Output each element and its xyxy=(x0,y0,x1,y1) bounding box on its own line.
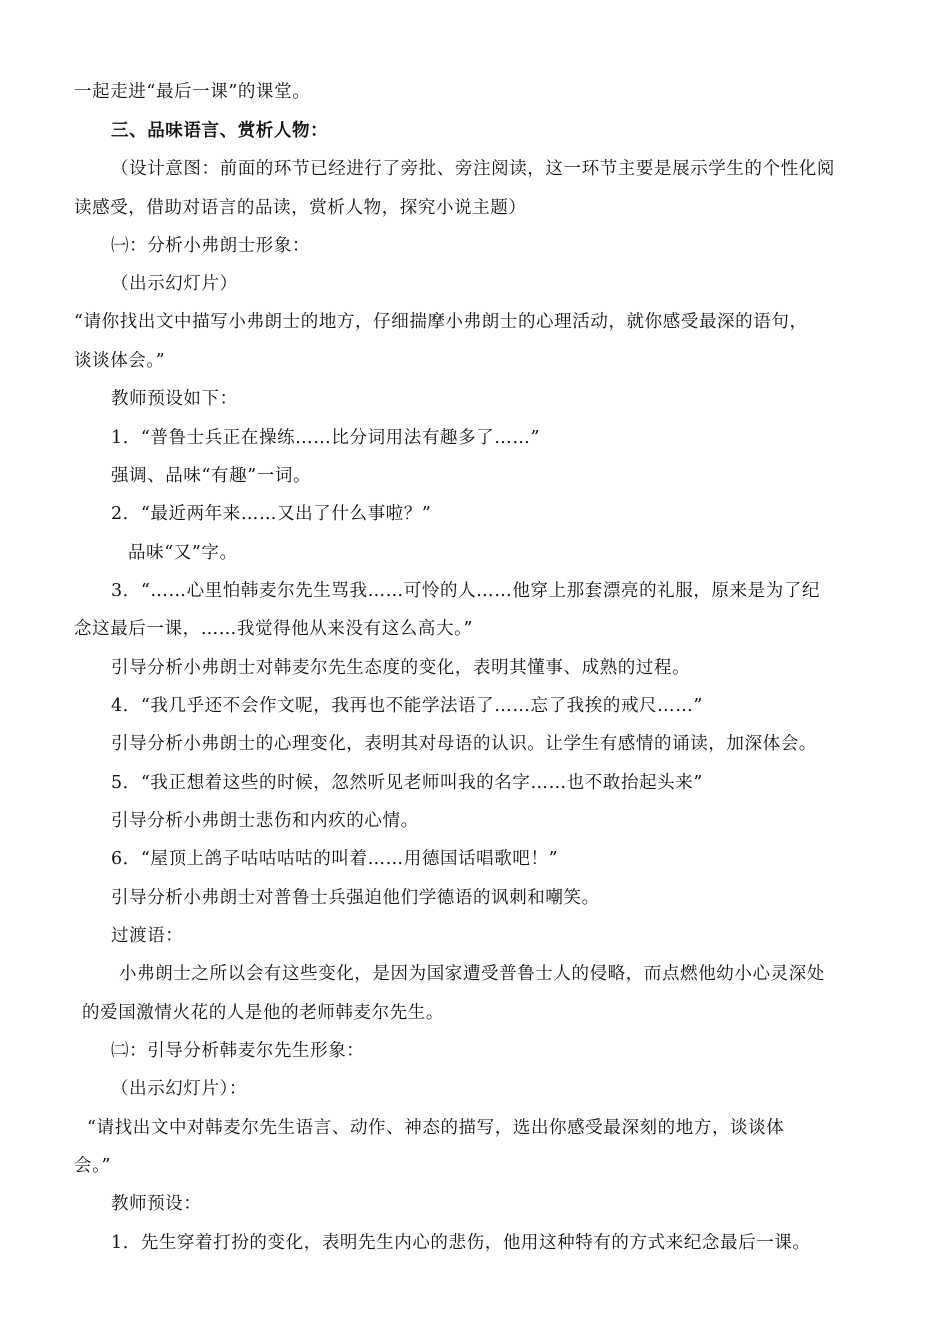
section-heading: 三、品味语言、赏析人物： xyxy=(111,121,329,141)
text-line: 会。” xyxy=(74,1156,111,1176)
text-line: （设计意图：前面的环节已经进行了旁批、旁注阅读，这一环节主要是展示学生的个性化阅 xyxy=(111,159,835,179)
text-line: 引导分析小弗朗士悲伤和内疚的心情。 xyxy=(111,811,419,831)
text-line: 引导分析小弗朗士的心理变化，表明其对母语的认识。让学生有感情的诵读，加深体会。 xyxy=(111,734,817,754)
list-item: 6．“屋顶上鸽子咕咕咕咕的叫着……用德国话唱歌吧！” xyxy=(111,849,559,869)
text-line: 过渡语： xyxy=(111,926,184,946)
text-line: 教师预设如下： xyxy=(111,389,238,409)
text-line: 谈谈体会。” xyxy=(74,351,166,371)
text-line: 念这最后一课，……我觉得他从来没有这么高大。” xyxy=(74,619,473,639)
text-line: 品味“又”字。 xyxy=(128,543,238,563)
text-line: “请你找出文中描写小弗朗士的地方，仔细揣摩小弗朗士的心理活动，就你感受最深的语句， xyxy=(74,312,808,332)
text-line: 强调、品味“有趣”一词。 xyxy=(111,466,312,486)
list-item: 3．“……心里怕韩麦尔先生骂我……可怜的人……他穿上那套漂亮的礼服，原来是为了纪 xyxy=(111,581,821,601)
list-item: 5．“我正想着这些的时候，忽然听见老师叫我的名字……也不敢抬起头来” xyxy=(111,773,703,793)
list-item: 1．先生穿着打扮的变化，表明先生内心的悲伤，他用这种特有的方式来纪念最后一课。 xyxy=(111,1233,811,1253)
subsection-heading: ㈠：分析小弗朗士形象： xyxy=(111,236,311,256)
text-line: 引导分析小弗朗士对普鲁士兵强迫他们学德语的讽刺和嘲笑。 xyxy=(111,888,600,908)
list-item: 2．“最近两年来……又出了什么事啦？” xyxy=(111,504,432,524)
text-line: 引导分析小弗朗士对韩麦尔先生态度的变化，表明其懂事、成熟的过程。 xyxy=(111,658,691,678)
text-line: （出示幻灯片）： xyxy=(111,1079,248,1099)
text-line: 小弗朗士之所以会有这些变化，是因为国家遭受普鲁士人的侵略，而点燃他幼小心灵深处 xyxy=(119,964,825,984)
text-line: 的爱国激情火花的人是他的老师韩麦尔先生。 xyxy=(82,1003,444,1023)
list-item: 4．“我几乎还不会作文呢，我再也不能学法语了……忘了我挨的戒尺……” xyxy=(111,696,703,716)
text-line: 教师预设： xyxy=(111,1194,202,1214)
list-item: 1．“普鲁士兵正在操练……比分词用法有趣多了……” xyxy=(111,428,541,448)
text-line: （出示幻灯片） xyxy=(111,274,238,294)
text-line: 读感受，借助对语言的品读，赏析人物，探究小说主题） xyxy=(74,198,527,218)
subsection-heading: ㈡：引导分析韩麦尔先生形象： xyxy=(111,1041,365,1061)
text-line: 一起走进“最后一课”的课堂。 xyxy=(74,82,311,102)
text-line: “请找出文中对韩麦尔先生语言、动作、神态的描写，选出你感受最深刻的地方，谈谈体 xyxy=(87,1118,785,1138)
